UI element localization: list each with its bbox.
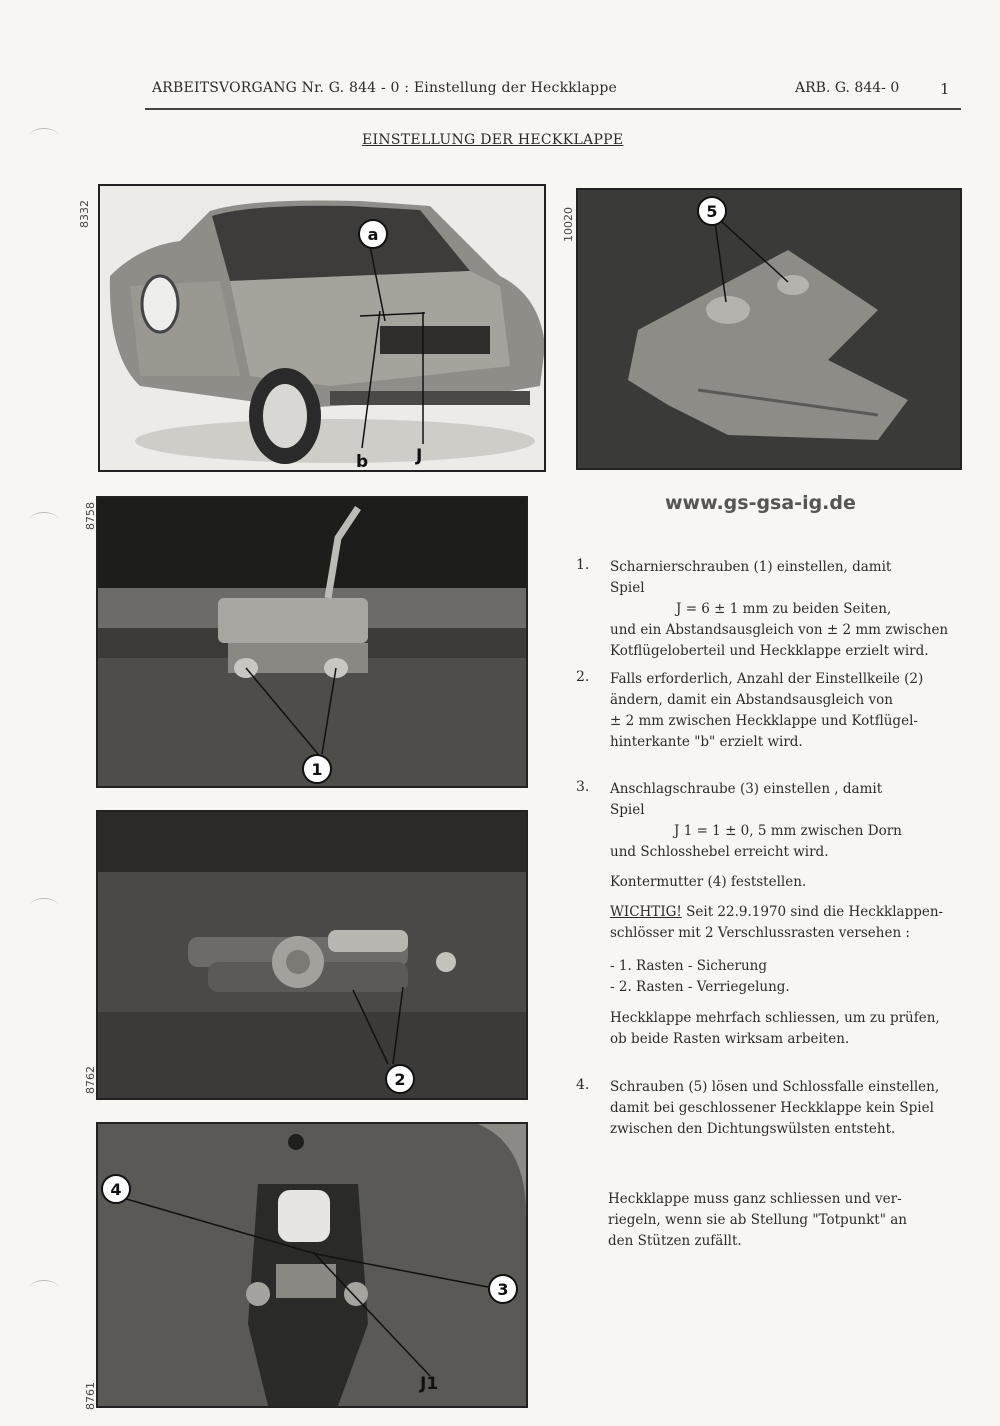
callout-a: a <box>358 219 388 249</box>
important-note <box>610 902 943 923</box>
header-operation: ARBEITSVORGANG Nr. G. 844 - 0 : Einstellung der Heckklappe <box>152 80 617 96</box>
figure-number-latch: 10020 <box>562 207 575 242</box>
step-2-number: 2. <box>576 669 590 685</box>
step-2 <box>610 669 923 753</box>
check-line: ob beide Rasten wirksam arbeiten. <box>610 1031 850 1047</box>
step-4-line: Schrauben (5) lösen und Schlossfalle einstellen, <box>610 1079 940 1095</box>
kontermutter-line: Kontermutter (4) feststellen. <box>610 874 807 890</box>
punch-mark <box>30 512 58 527</box>
striker-photo <box>96 1122 528 1408</box>
final-line: riegeln, wenn sie ab Stellung "Totpunkt" an <box>608 1212 907 1228</box>
figure-number-car: 8332 <box>78 200 91 228</box>
step-1-line: und ein Abstandsausgleich von ± 2 mm zwischen <box>610 622 949 638</box>
step-2-line: Falls erforderlich, Anzahl der Einstellkeile (2) <box>610 671 924 687</box>
important-label: WICHTIG! <box>610 904 682 920</box>
step-4 <box>610 1077 939 1140</box>
callout-3: 3 <box>488 1274 518 1304</box>
rasten-item: - 2. Rasten - Verriegelung. <box>610 979 790 995</box>
figure-number-hinge: 8758 <box>84 502 97 530</box>
car-photo <box>98 184 546 472</box>
callout-2: 2 <box>385 1064 415 1094</box>
step-3-line: Anschlagschraube (3) einstellen , damit <box>610 781 883 797</box>
label-j1: J1 <box>420 1374 439 1394</box>
step-1-number: 1. <box>576 557 590 573</box>
step-1-line: Scharnierschrauben (1) einstellen, damit <box>610 559 892 575</box>
step-4-line: zwischen den Dichtungswülsten entsteht. <box>610 1121 896 1137</box>
callout-1: 1 <box>302 754 332 784</box>
website-watermark: www.gs-gsa-ig.de <box>665 492 856 514</box>
label-j: J <box>416 446 423 466</box>
label-b: b <box>356 452 369 472</box>
step-2-line: ändern, damit ein Abstandsausgleich von <box>610 692 893 708</box>
rasten-item: - 1. Rasten - Sicherung <box>610 958 768 974</box>
page-number: 1 <box>940 80 950 98</box>
step-3-number: 3. <box>576 779 590 795</box>
step-1-line: Kotflügeloberteil und Heckklappe erzielt wird. <box>610 643 929 659</box>
step-1-line: Spiel <box>610 580 645 596</box>
step-2-line: ± 2 mm zwischen Heckklappe und Kotflügel- <box>610 713 918 729</box>
punch-mark <box>30 1280 58 1295</box>
header-rule <box>145 108 961 110</box>
latch-plate-photo <box>576 188 962 470</box>
step-4-number: 4. <box>576 1077 590 1093</box>
punch-mark <box>30 898 58 913</box>
figure-number-wedges: 8762 <box>84 1066 97 1094</box>
check-line: Heckklappe mehrfach schliessen, um zu prüfen, <box>610 1010 940 1026</box>
step-3-line: und Schlosshebel erreicht wird. <box>610 844 829 860</box>
step-2-line: hinterkante "b" erzielt wird. <box>610 734 803 750</box>
final-line: Heckklappe muss ganz schliessen und ver- <box>608 1191 902 1207</box>
step-3 <box>610 779 943 1050</box>
lock-wedges-photo <box>96 810 528 1100</box>
callout-4: 4 <box>101 1174 131 1204</box>
important-text: Seit 22.9.1970 sind die Heckklappen- <box>681 904 944 920</box>
important-line: schlösser mit 2 Verschlussrasten versehen : <box>610 925 910 941</box>
step-4-line: damit bei geschlossener Heckklappe kein Spiel <box>610 1100 934 1116</box>
step-3-line: J 1 = 1 ± 0, 5 mm zwischen Dorn <box>674 823 902 839</box>
step-1 <box>610 557 948 662</box>
page-title: EINSTELLUNG DER HECKKLAPPE <box>362 132 624 148</box>
hinge-photo <box>96 496 528 788</box>
step-1-line: J = 6 ± 1 mm zu beiden Seiten, <box>676 601 892 617</box>
header-code: ARB. G. 844- 0 <box>795 80 900 96</box>
step-3-line: Spiel <box>610 802 645 818</box>
figure-number-striker: 8761 <box>84 1382 97 1410</box>
final-line: den Stützen zufällt. <box>608 1233 742 1249</box>
final-note <box>608 1189 907 1252</box>
punch-mark <box>30 128 58 143</box>
callout-5: 5 <box>697 196 727 226</box>
